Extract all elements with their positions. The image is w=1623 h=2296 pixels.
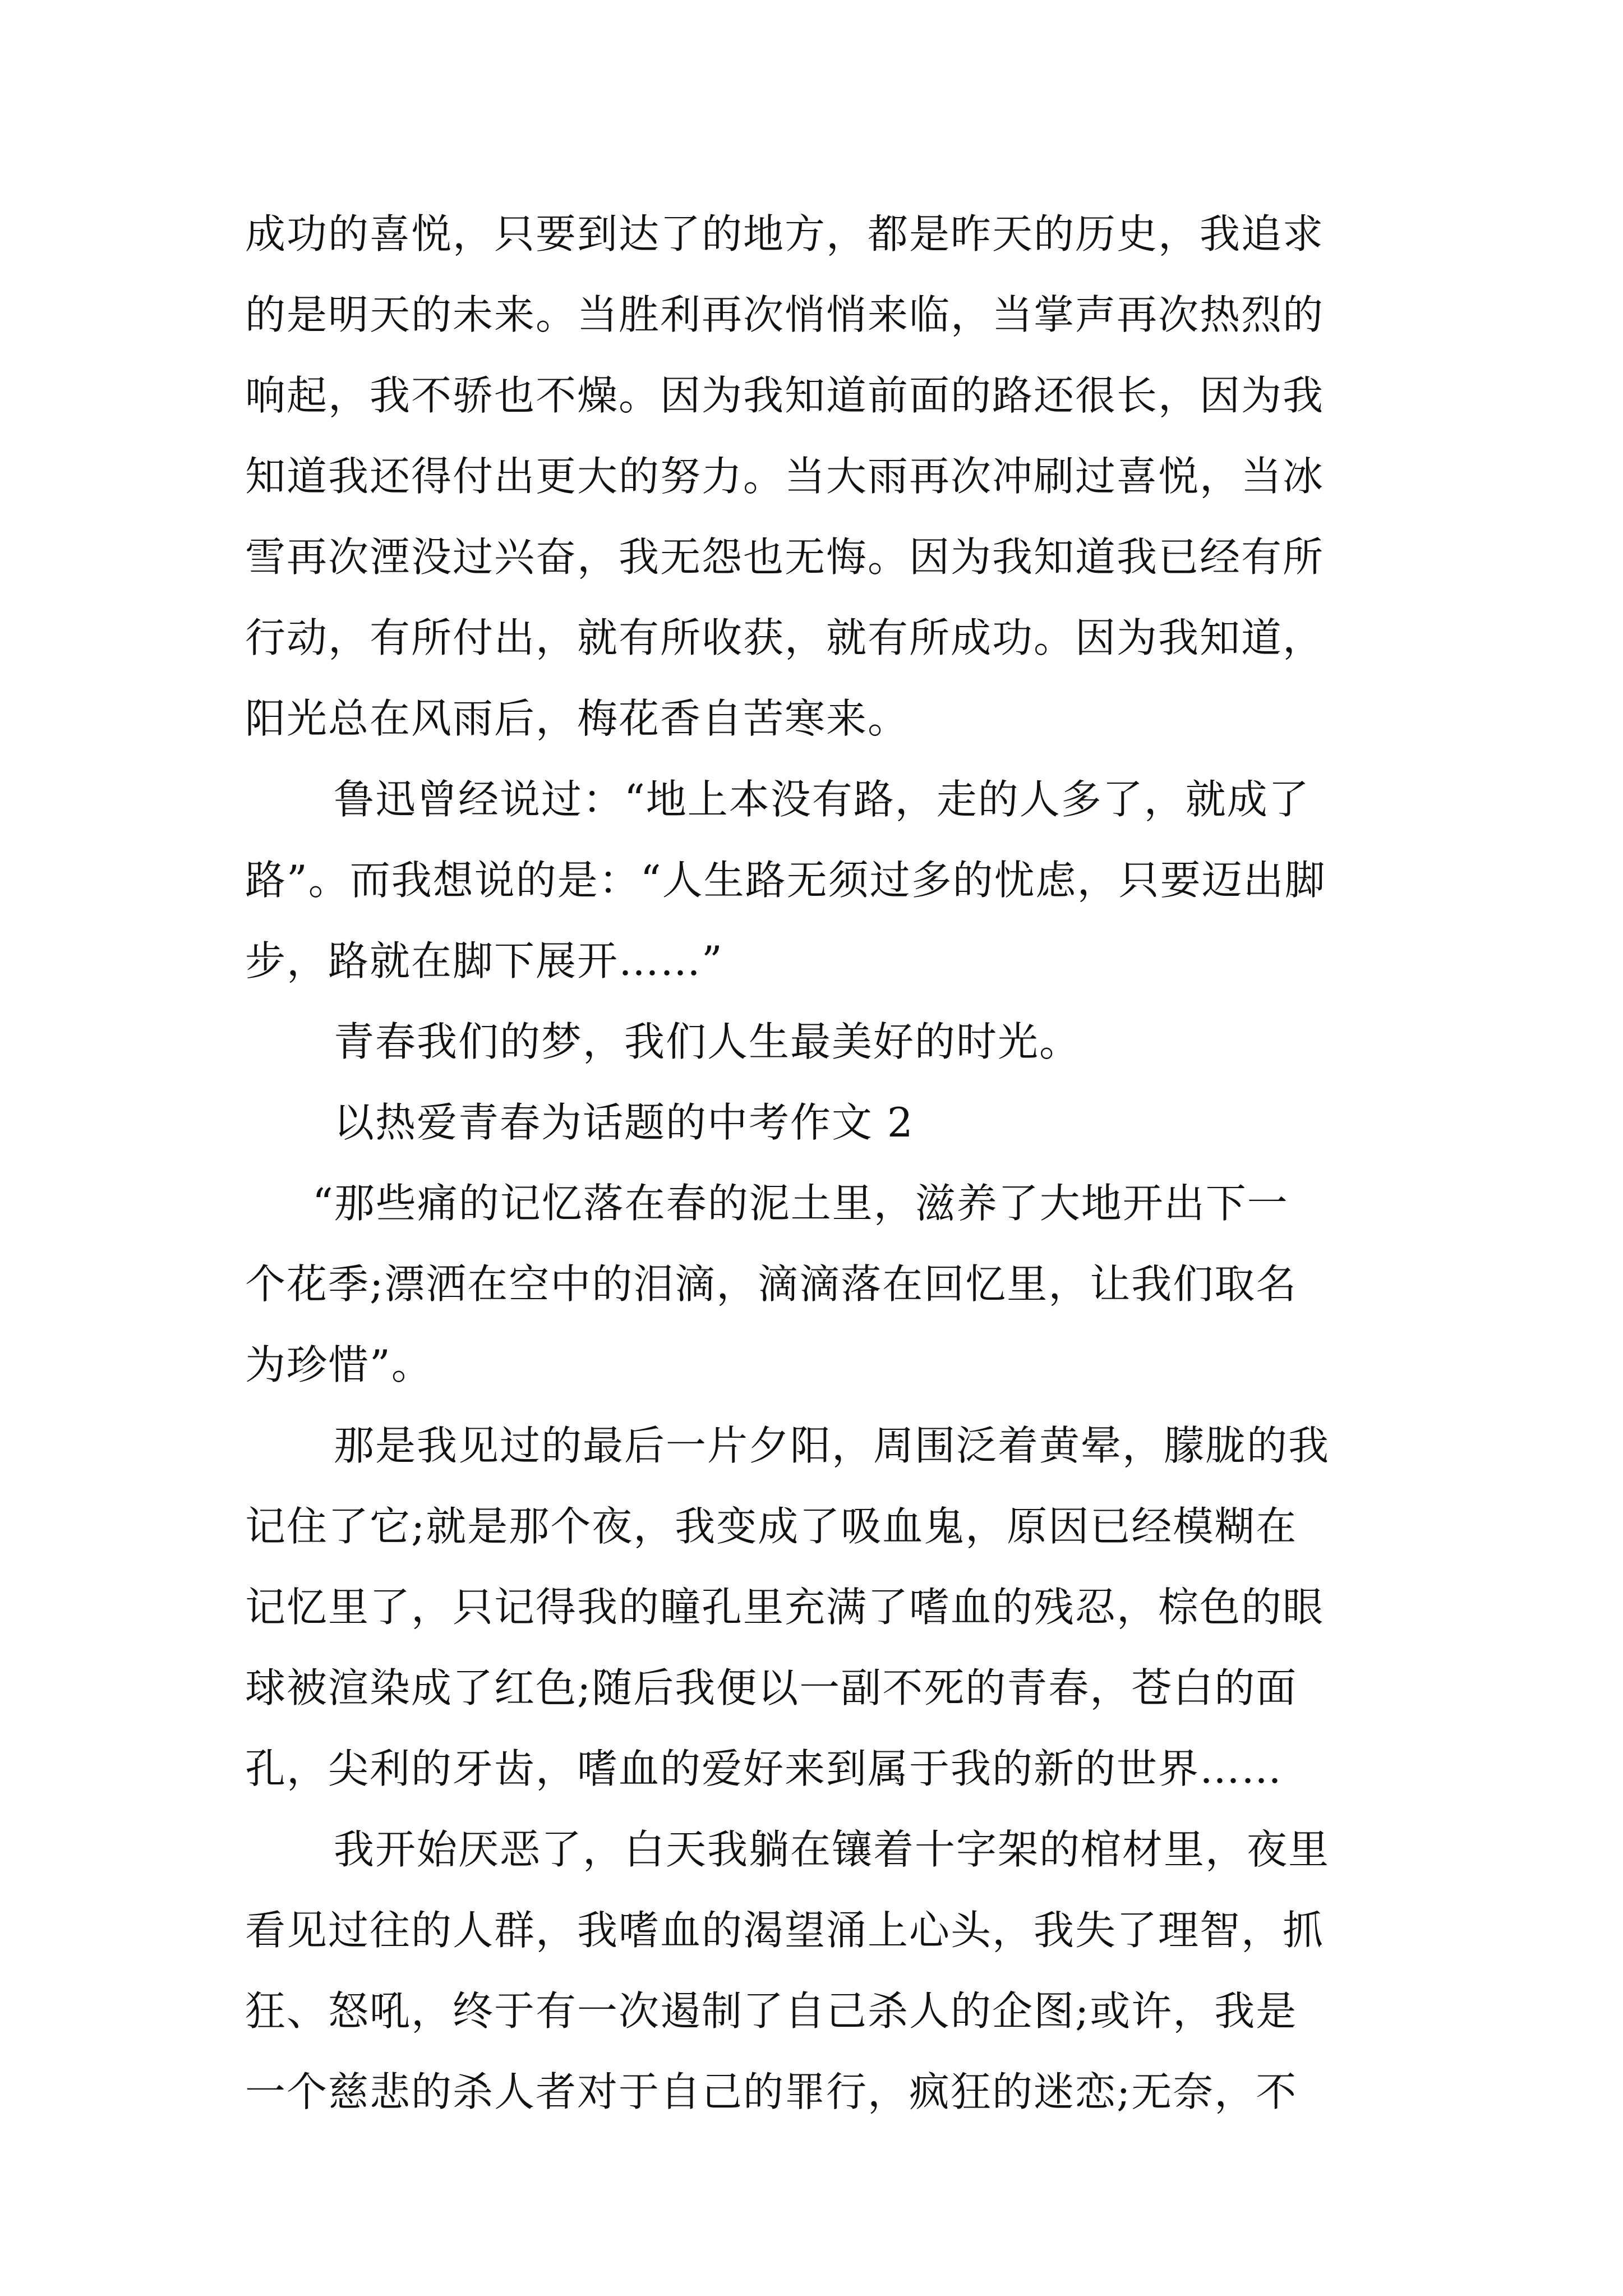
text-line: 步，路就在脚下展开……” (245, 937, 723, 984)
text-line: 球被渲染成了红色;随后我便以一副不死的青春，苍白的面 (245, 1664, 1298, 1711)
text-line: 我开始厌恶了，白天我躺在镶着十字架的棺材里，夜里 (334, 1826, 1330, 1873)
essay-body (245, 194, 1389, 2132)
text-line: 孔，尖利的牙齿，嗜血的爱好来到属于我的新的世界…… (245, 1745, 1283, 1792)
text-line: 雪再次湮没过兴奋，我无怨也无悔。因为我知道我已经有所 (245, 533, 1325, 581)
text-line: 成功的喜悦，只要到达了的地方，都是昨天的历史，我追求 (245, 210, 1325, 257)
text-line: 个花季;漂洒在空中的泪滴，滴滴落在回忆里，让我们取名 (245, 1260, 1298, 1308)
text-line: 狂、怒吼，终于有一次遏制了自己杀人的企图;或许，我是 (245, 1987, 1298, 2035)
text-line: 阳光总在风雨后，梅花香自苦寒来。 (245, 695, 910, 742)
text-line: 那是我见过的最后一片夕阳，周围泛着黄晕，朦胧的我 (334, 1422, 1330, 1469)
text-line: 鲁迅曾经说过：“地上本没有路，走的人多了，就成了 (334, 776, 1310, 823)
text-line: 记忆里了，只记得我的瞳孔里充满了嗜血的残忍，棕色的眼 (245, 1584, 1325, 1631)
text-line: 记住了它;就是那个夜，我变成了吸血鬼，原因已经模糊在 (245, 1503, 1298, 1550)
text-line: 一个慈悲的杀人者对于自己的罪行，疯狂的迷恋;无奈，不 (245, 2068, 1298, 2115)
text-line: 为珍惜”。 (245, 1341, 433, 1388)
text-line: 青春我们的梦，我们人生最美好的时光。 (334, 1018, 1081, 1065)
text-line: 的是明天的未来。当胜利再次悄悄来临，当掌声再次热烈的 (245, 291, 1325, 338)
text-line: 行动，有所付出，就有所收获，就有所成功。因为我知道， (245, 614, 1325, 661)
text-line: 知道我还得付出更大的努力。当大雨再次冲刷过喜悦，当冰 (245, 453, 1325, 500)
section-heading: 以热爱青春为话题的中考作文 2 (334, 1099, 914, 1146)
text-line: 路”。而我想说的是：“人生路无须过多的忧虑，只要迈出脚 (245, 857, 1326, 904)
text-line: “那些痛的记忆落在春的泥土里，滋养了大地开出下一 (312, 1180, 1289, 1227)
text-line: 看见过往的人群，我嗜血的渴望涌上心头，我失了理智，抓 (245, 1907, 1325, 1954)
text-line: 响起，我不骄也不燥。因为我知道前面的路还很长，因为我 (245, 372, 1325, 419)
